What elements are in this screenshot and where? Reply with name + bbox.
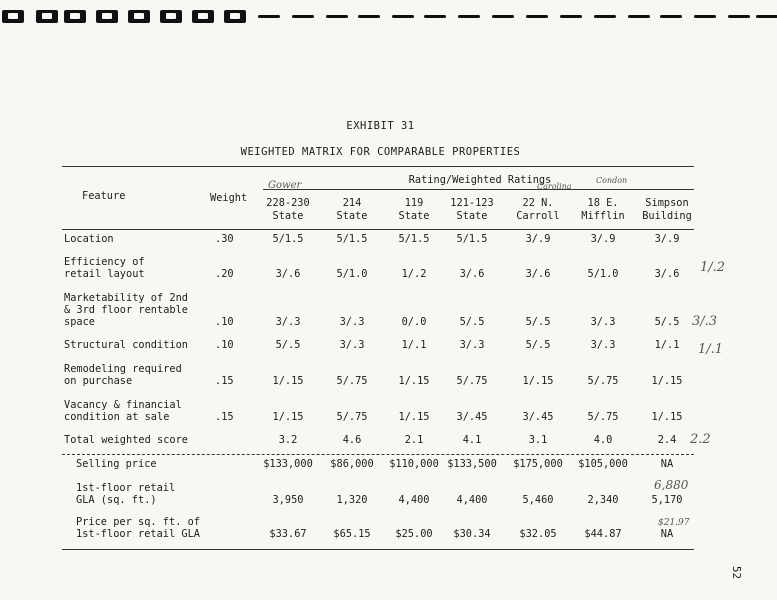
rating-cell: 1/.15 [398, 411, 430, 423]
binder-hole [192, 10, 214, 23]
annotation-total: 2.2 [690, 432, 711, 447]
property-header: State [456, 210, 488, 222]
rating-cell: 0/.0 [401, 316, 427, 328]
property-header: State [398, 210, 430, 222]
property-header: Mifflin [581, 210, 625, 222]
binder-hole [392, 15, 414, 18]
binder-hole [258, 15, 280, 18]
rating-cell: 1/.15 [398, 375, 430, 387]
total-cell: 4.0 [593, 434, 613, 446]
weight-header: Weight [210, 192, 248, 204]
rating-cell: 5/1.5 [336, 233, 368, 245]
rating-cell: 3/.3 [339, 316, 365, 328]
rating-cell: 5/.5 [525, 316, 551, 328]
binder-hole [358, 15, 380, 18]
feature-label: Efficiency of [64, 256, 145, 268]
rating-cell: 3/.6 [275, 268, 301, 280]
rating-cell: 5/.5 [275, 339, 301, 351]
selling-cell: $86,000 [330, 458, 374, 470]
total-cell: 2.4 [657, 434, 677, 446]
feature-label: Structural condition [64, 339, 188, 351]
property-header: 228-230 [266, 197, 310, 209]
selling-label: Selling price [76, 458, 157, 470]
annotation-ppsf: $21.97 [658, 518, 690, 528]
property-header: Simpson [645, 197, 689, 209]
total-cell: 3.2 [278, 434, 298, 446]
rating-cell: 5/1.5 [272, 233, 304, 245]
ppsf-label: Price per sq. ft. of [76, 516, 200, 528]
rating-cell: 5/.5 [459, 316, 485, 328]
total-cell: 4.6 [342, 434, 362, 446]
rating-cell: 3/.45 [522, 411, 554, 423]
table-title: WEIGHTED MATRIX FOR COMPARABLE PROPERTIES [240, 146, 521, 158]
total-dash-rule [62, 454, 694, 455]
gla-cell: 3,950 [272, 494, 304, 506]
property-header: Carroll [516, 210, 560, 222]
exhibit-label: EXHIBIT 31 [346, 120, 415, 132]
rating-cell: 3/.3 [459, 339, 485, 351]
gla-label: GLA (sq. ft.) [76, 494, 157, 506]
binder-hole [64, 10, 86, 23]
weight-value: .10 [215, 316, 234, 328]
property-header: 121-123 [450, 197, 494, 209]
binder-hole [594, 15, 616, 18]
feature-label: condition at sale [64, 411, 170, 423]
ppsf-cell: $30.34 [453, 528, 491, 540]
annotation-carolina: Carolina [537, 182, 572, 191]
weight-value: .15 [215, 375, 234, 387]
ppsf-cell: $44.87 [584, 528, 622, 540]
page-number: 52 [730, 565, 744, 580]
annotation-efficiency: 1/.2 [700, 260, 726, 275]
binder-hole [492, 15, 514, 18]
rating-cell: 3/.3 [590, 316, 616, 328]
rating-cell: 5/.75 [336, 411, 368, 423]
binder-hole [660, 15, 682, 18]
binder-hole [160, 10, 182, 23]
rating-cell: 5/.5 [525, 339, 551, 351]
rating-cell: 1/.15 [651, 375, 683, 387]
selling-cell: $105,000 [578, 458, 628, 470]
binder-hole [458, 15, 480, 18]
rating-cell: 1/.15 [522, 375, 554, 387]
total-cell: 2.1 [404, 434, 424, 446]
gla-cell: 1,320 [336, 494, 368, 506]
rating-cell: 5/.75 [336, 375, 368, 387]
feature-label: space [64, 316, 95, 328]
header-rule [62, 229, 694, 230]
binder-hole [96, 10, 118, 23]
property-header: 119 [404, 197, 424, 209]
bottom-rule [62, 549, 694, 550]
binder-hole [694, 15, 716, 18]
annotation-gla: 6,880 [654, 478, 689, 492]
property-header: 18 E. [587, 197, 619, 209]
annotation-condon: Condon [596, 176, 628, 185]
rating-cell: 1/.15 [272, 411, 304, 423]
property-header: State [336, 210, 368, 222]
selling-cell: NA [660, 458, 674, 470]
total-cell: 3.1 [528, 434, 548, 446]
rating-cell: 1/.15 [272, 375, 304, 387]
binder-hole [526, 15, 548, 18]
property-header: State [272, 210, 304, 222]
gla-label: 1st-floor retail [76, 482, 176, 494]
gla-cell: 4,400 [456, 494, 488, 506]
rating-cell: 1/.2 [401, 268, 427, 280]
rating-cell: 1/.15 [651, 411, 683, 423]
total-cell: 4.1 [462, 434, 482, 446]
ppsf-cell: $32.05 [519, 528, 557, 540]
binder-hole [36, 10, 58, 23]
rating-cell: 3/.6 [525, 268, 551, 280]
ppsf-cell: $25.00 [395, 528, 433, 540]
rating-cell: 3/.9 [590, 233, 616, 245]
binder-hole [2, 10, 24, 23]
selling-cell: $133,000 [263, 458, 313, 470]
binder-hole [628, 15, 650, 18]
binder-holes [0, 10, 777, 26]
binder-hole [326, 15, 348, 18]
ratings-header: Rating/Weighted Ratings [408, 174, 552, 186]
selling-cell: $133,500 [447, 458, 497, 470]
ppsf-cell: $65.15 [333, 528, 371, 540]
feature-header: Feature [82, 190, 126, 202]
rating-cell: 5/1.5 [398, 233, 430, 245]
gla-cell: 4,400 [398, 494, 430, 506]
annotation-gower: Gower [268, 180, 302, 191]
annotation-marketability: 3/.3 [692, 314, 718, 329]
property-header: Building [642, 210, 692, 222]
rating-cell: 5/.75 [587, 411, 619, 423]
weight-value: .15 [215, 411, 234, 423]
gla-cell: 5,170 [651, 494, 683, 506]
rating-cell: 1/.1 [654, 339, 680, 351]
feature-label: Remodeling required [64, 363, 182, 375]
property-header: 22 N. [522, 197, 554, 209]
rating-cell: 1/.1 [401, 339, 427, 351]
annotation-structural: 1/.1 [698, 342, 724, 357]
rating-cell: 3/.6 [654, 268, 680, 280]
binder-hole [728, 15, 750, 18]
feature-label: Vacancy & financial [64, 399, 182, 411]
binder-hole [756, 15, 777, 18]
rating-cell: 5/.75 [587, 375, 619, 387]
total-label: Total weighted score [64, 434, 188, 446]
weight-value: .20 [215, 268, 234, 280]
rating-cell: 3/.3 [339, 339, 365, 351]
rating-cell: 5/1.0 [587, 268, 619, 280]
ppsf-cell: $33.67 [269, 528, 307, 540]
ratings-rule [263, 189, 694, 190]
binder-hole [424, 15, 446, 18]
binder-hole [560, 15, 582, 18]
rating-cell: 5/1.0 [336, 268, 368, 280]
rating-cell: 3/.3 [275, 316, 301, 328]
rating-cell: 5/.5 [654, 316, 680, 328]
feature-label: & 3rd floor rentable [64, 304, 188, 316]
rating-cell: 5/1.5 [456, 233, 488, 245]
feature-label: Marketability of 2nd [64, 292, 188, 304]
rating-cell: 3/.9 [654, 233, 680, 245]
rating-cell: 3/.9 [525, 233, 551, 245]
rating-cell: 5/.75 [456, 375, 488, 387]
selling-cell: $175,000 [513, 458, 563, 470]
binder-hole [292, 15, 314, 18]
weight-value: .10 [215, 339, 234, 351]
binder-hole [224, 10, 246, 23]
rating-cell: 3/.3 [590, 339, 616, 351]
feature-label: on purchase [64, 375, 133, 387]
ppsf-label: 1st-floor retail GLA [76, 528, 200, 540]
top-rule [62, 166, 694, 167]
feature-label: Location [64, 233, 114, 245]
gla-cell: 2,340 [587, 494, 619, 506]
binder-hole [128, 10, 150, 23]
rating-cell: 3/.45 [456, 411, 488, 423]
weight-value: .30 [215, 233, 234, 245]
rating-cell: 3/.6 [459, 268, 485, 280]
ppsf-cell: NA [660, 528, 674, 540]
gla-cell: 5,460 [522, 494, 554, 506]
feature-label: retail layout [64, 268, 145, 280]
selling-cell: $110,000 [389, 458, 439, 470]
property-header: 214 [342, 197, 362, 209]
